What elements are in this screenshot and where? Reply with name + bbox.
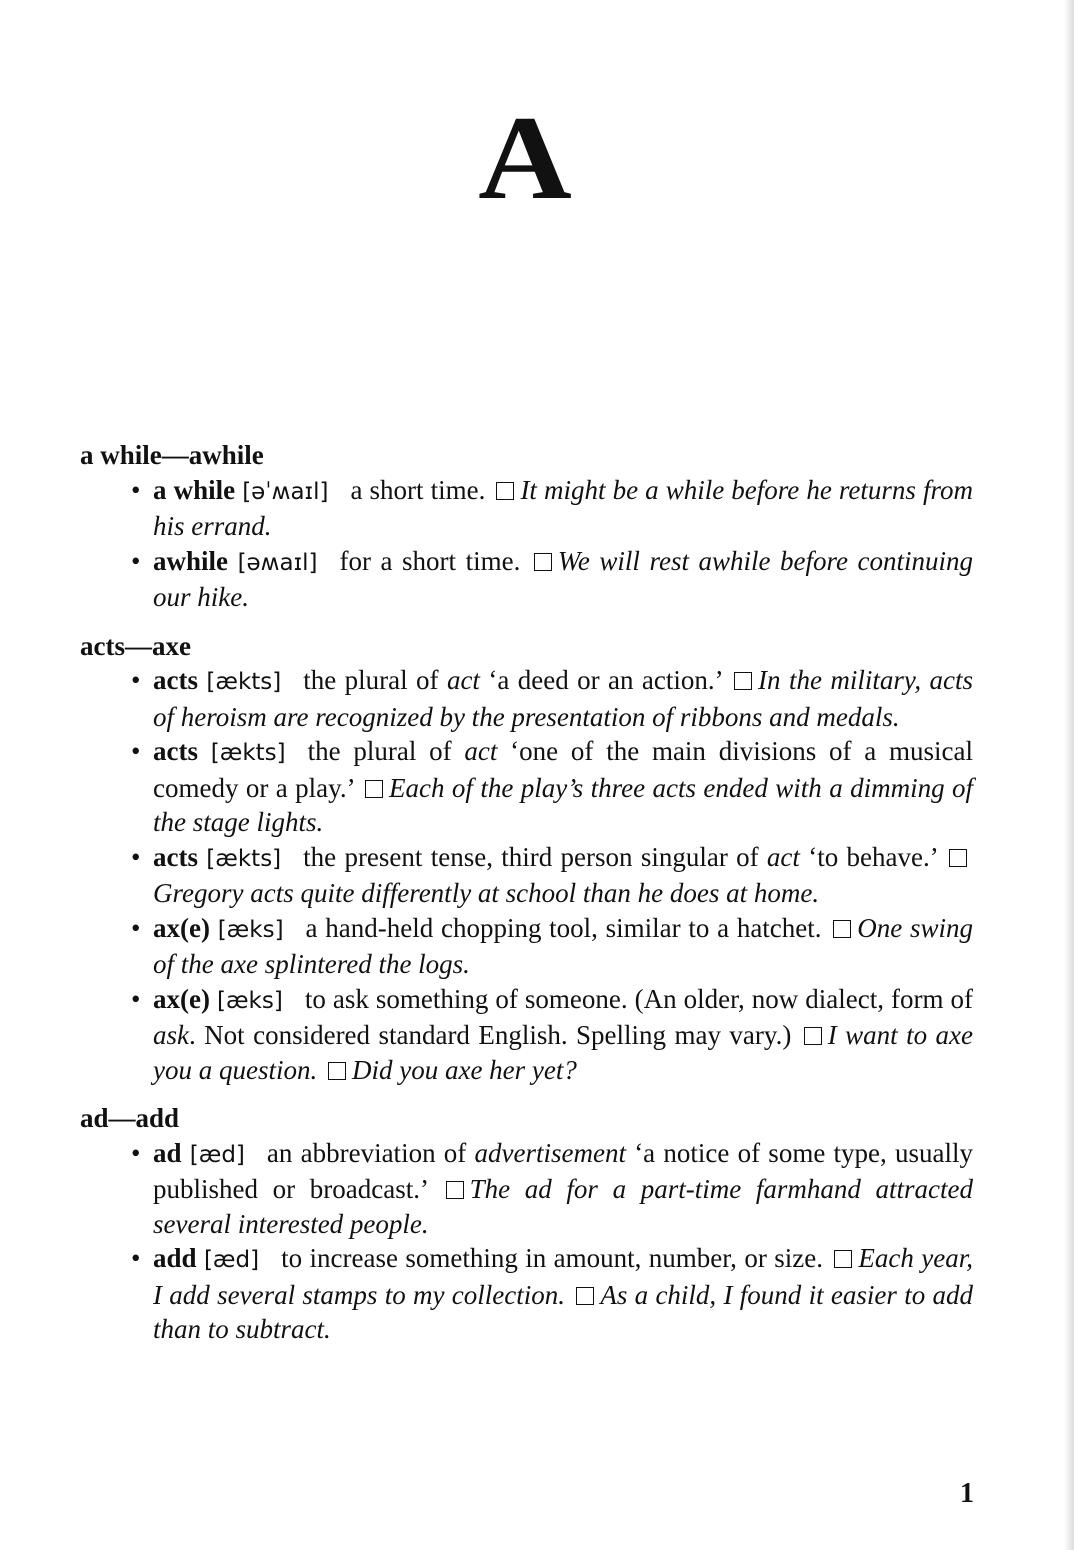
headword: awhile (153, 545, 229, 576)
example-sentence: Did you axe her yet? (351, 1054, 577, 1085)
dictionary-entry (153, 734, 973, 840)
headword: add (153, 1243, 197, 1273)
definition-text: ‘to behave.’ (799, 841, 937, 872)
definition-text: an abbreviation of (266, 1137, 475, 1168)
entry-group (80, 438, 973, 615)
example-sentence: The ad for a part-time farmhand attracted several interested people. (153, 1174, 974, 1239)
open-square-icon (804, 1027, 822, 1045)
example-sentence: Each of the play’s three acts ended with a dimming of the stage lights. (153, 772, 974, 837)
open-square-icon (328, 1062, 346, 1080)
definition-text: the plural of (303, 665, 447, 695)
headword: acts (153, 665, 198, 695)
dictionary-entry (153, 544, 973, 615)
dictionary-content (80, 438, 973, 1361)
group-heading: acts—axe (80, 630, 191, 661)
example-sentence: It might be a while before he returns from his errand. (153, 474, 974, 541)
pronunciation: [əˈʍaɪl] (242, 478, 329, 505)
open-square-icon (534, 553, 552, 571)
dictionary-entry (153, 1241, 973, 1347)
headword: acts (153, 841, 198, 872)
page-number: 1 (960, 1478, 974, 1509)
pronunciation: [æks] (216, 987, 283, 1014)
dictionary-entry (153, 663, 973, 734)
dictionary-entry (153, 1136, 973, 1242)
cross-reference-word: act (766, 841, 800, 872)
entry-group (80, 1101, 973, 1347)
chapter-letter: A (478, 91, 572, 224)
definition-text: ‘a deed or an action.’ (479, 665, 722, 695)
group-heading: ad—add (80, 1103, 180, 1133)
pronunciation: [ækts] (206, 845, 282, 872)
definition-text: a short time. (350, 474, 486, 505)
headword: a while (153, 474, 236, 505)
open-square-icon (833, 920, 851, 938)
example-sentence: In the military, acts of heroism are recognized by the presentation of ribbons and medals. (153, 665, 973, 732)
pronunciation: [ækts] (206, 669, 282, 695)
open-square-icon (834, 1250, 852, 1268)
pronunciation: [æks] (217, 916, 284, 943)
pronunciation: [æd] (189, 1141, 245, 1168)
open-square-icon (576, 1287, 594, 1305)
definition-text: the present tense, third person singular of (303, 841, 767, 872)
pronunciation: [æd] (203, 1247, 260, 1273)
example-sentence: I want to axe you a question. (153, 1020, 973, 1085)
cross-reference-word: ask (153, 1020, 189, 1050)
dictionary-entry (153, 473, 973, 544)
group-heading: a while—awhile (80, 440, 264, 470)
headword: acts (153, 736, 198, 766)
definition-text: ‘a notice of some type, usually published or broadcast.’ (153, 1137, 973, 1204)
headword: ax(e) (153, 983, 210, 1014)
dictionary-entry (153, 911, 973, 982)
open-square-icon (734, 672, 752, 690)
example-sentence: Gregory acts quite differently at school than he does at home. (153, 878, 820, 908)
example-sentence: One swing of the axe splintered the logs. (153, 912, 973, 979)
headword: ax(e) (153, 912, 210, 943)
headword: ad (153, 1137, 182, 1168)
definition-text: . Not considered standard English. Spelling may vary.) (189, 1020, 792, 1050)
open-square-icon (949, 849, 967, 867)
dictionary-entry (153, 982, 973, 1088)
definition-text: a hand-held chopping tool, similar to a hatchet. (305, 912, 822, 943)
pronunciation: [ækts] (210, 740, 286, 766)
pronunciation: [əʍaɪl] (237, 549, 318, 576)
open-square-icon (446, 1181, 464, 1199)
example-sentence: As a child, I found it easier to add than to subtract. (153, 1279, 974, 1344)
open-square-icon (365, 780, 383, 798)
definition-text: for a short time. (339, 545, 521, 576)
cross-reference-word: act (446, 665, 480, 695)
example-sentence: We will rest awhile before continuing our hike. (153, 545, 974, 612)
definition-text: to increase something in amount, number, or size. (281, 1243, 823, 1273)
example-sentence: Each year, I add several stamps to my collection. (153, 1243, 973, 1310)
open-square-icon (496, 482, 514, 500)
cross-reference-word: advertisement (474, 1137, 626, 1168)
entry-group (80, 629, 973, 1088)
page-edge-shadow (1064, 0, 1074, 1550)
cross-reference-word: act (464, 736, 498, 766)
definition-text: to ask something of someone. (An older, now dialect, form of (304, 983, 973, 1014)
definition-text: the plural of (307, 736, 465, 766)
definition-text: ‘one of the main divisions of a musical comedy or a play.’ (153, 736, 973, 803)
dictionary-entry (153, 840, 973, 911)
